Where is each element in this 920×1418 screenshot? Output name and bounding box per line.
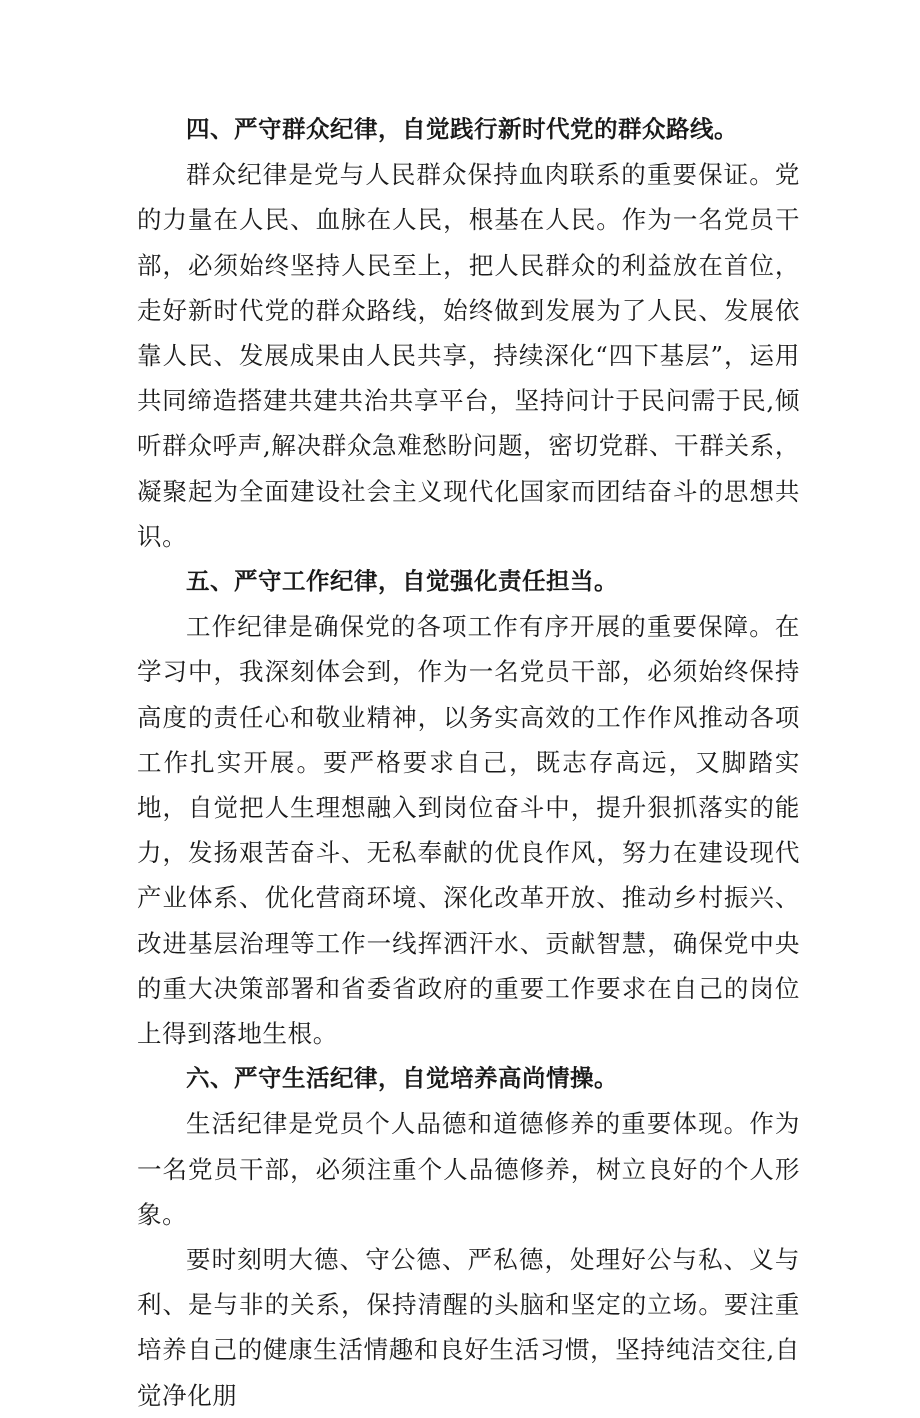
section-6-paragraph-1: 生活纪律是党员个人品德和道德修养的重要体现。作为一名党员干部，必须注重个人品德修养，树立良好的个人形象。 bbox=[137, 1109, 800, 1229]
section-heading-4: 四、严守群众纪律，自觉践行新时代党的群众路线。 bbox=[186, 115, 738, 143]
document-body bbox=[137, 107, 800, 1418]
section-heading-5: 五、严守工作纪律，自觉强化责任担当。 bbox=[186, 567, 618, 596]
section-heading-6: 六、严守生活纪律，自觉培养高尚情操。 bbox=[186, 1064, 618, 1093]
section-4-paragraph: 群众纪律是党与人民群众保持血肉联系的重要保证。党的力量在人民、血脉在人民，根基在人民。作为一名党员干部，必须始终坚持人民至上，把人民群众的利益放在首位，走好新时代党的群众路线，始终做到发展为了人民、发展依靠人民、发展成果由人民共享，持续深化“四下基层”，运用共同缔造搭建共建共治共享平台，坚持问计于民问需于民,倾听群众呼声,解决群众急难愁盼问题，密切党群、干群关系，凝聚起为全面建设社会主义现代化国家而团结奋斗的思想共识。 bbox=[137, 160, 800, 551]
section-6-paragraph-2: 要时刻明大德、守公德、严私德，处理好公与私、义与利、是与非的关系，保持清醒的头脑和坚定的立场。要注重培养自己的健康生活情趣和良好生活习惯，坚持纯洁交往,自觉净化朋 bbox=[137, 1245, 800, 1410]
section-5-paragraph: 工作纪律是确保党的各项工作有序开展的重要保障。在学习中，我深刻体会到，作为一名党员干部，必须始终保持高度的责任心和敬业精神，以务实高效的工作作风推动各项工作扎实开展。要严格要求自己，既志存高远，又脚踏实地，自觉把人生理想融入到岗位奋斗中，提升狠抓落实的能力，发扬艰苦奋斗、无私奉献的优良作风，努力在建设现代产业体系、优化营商环境、深化改革开放、推动乡村振兴、改进基层治理等工作一线挥洒汗水、贡献智慧，确保党中央的重大决策部署和省委省政府的重要工作要求在自己的岗位上得到落地生根。 bbox=[137, 612, 800, 1049]
